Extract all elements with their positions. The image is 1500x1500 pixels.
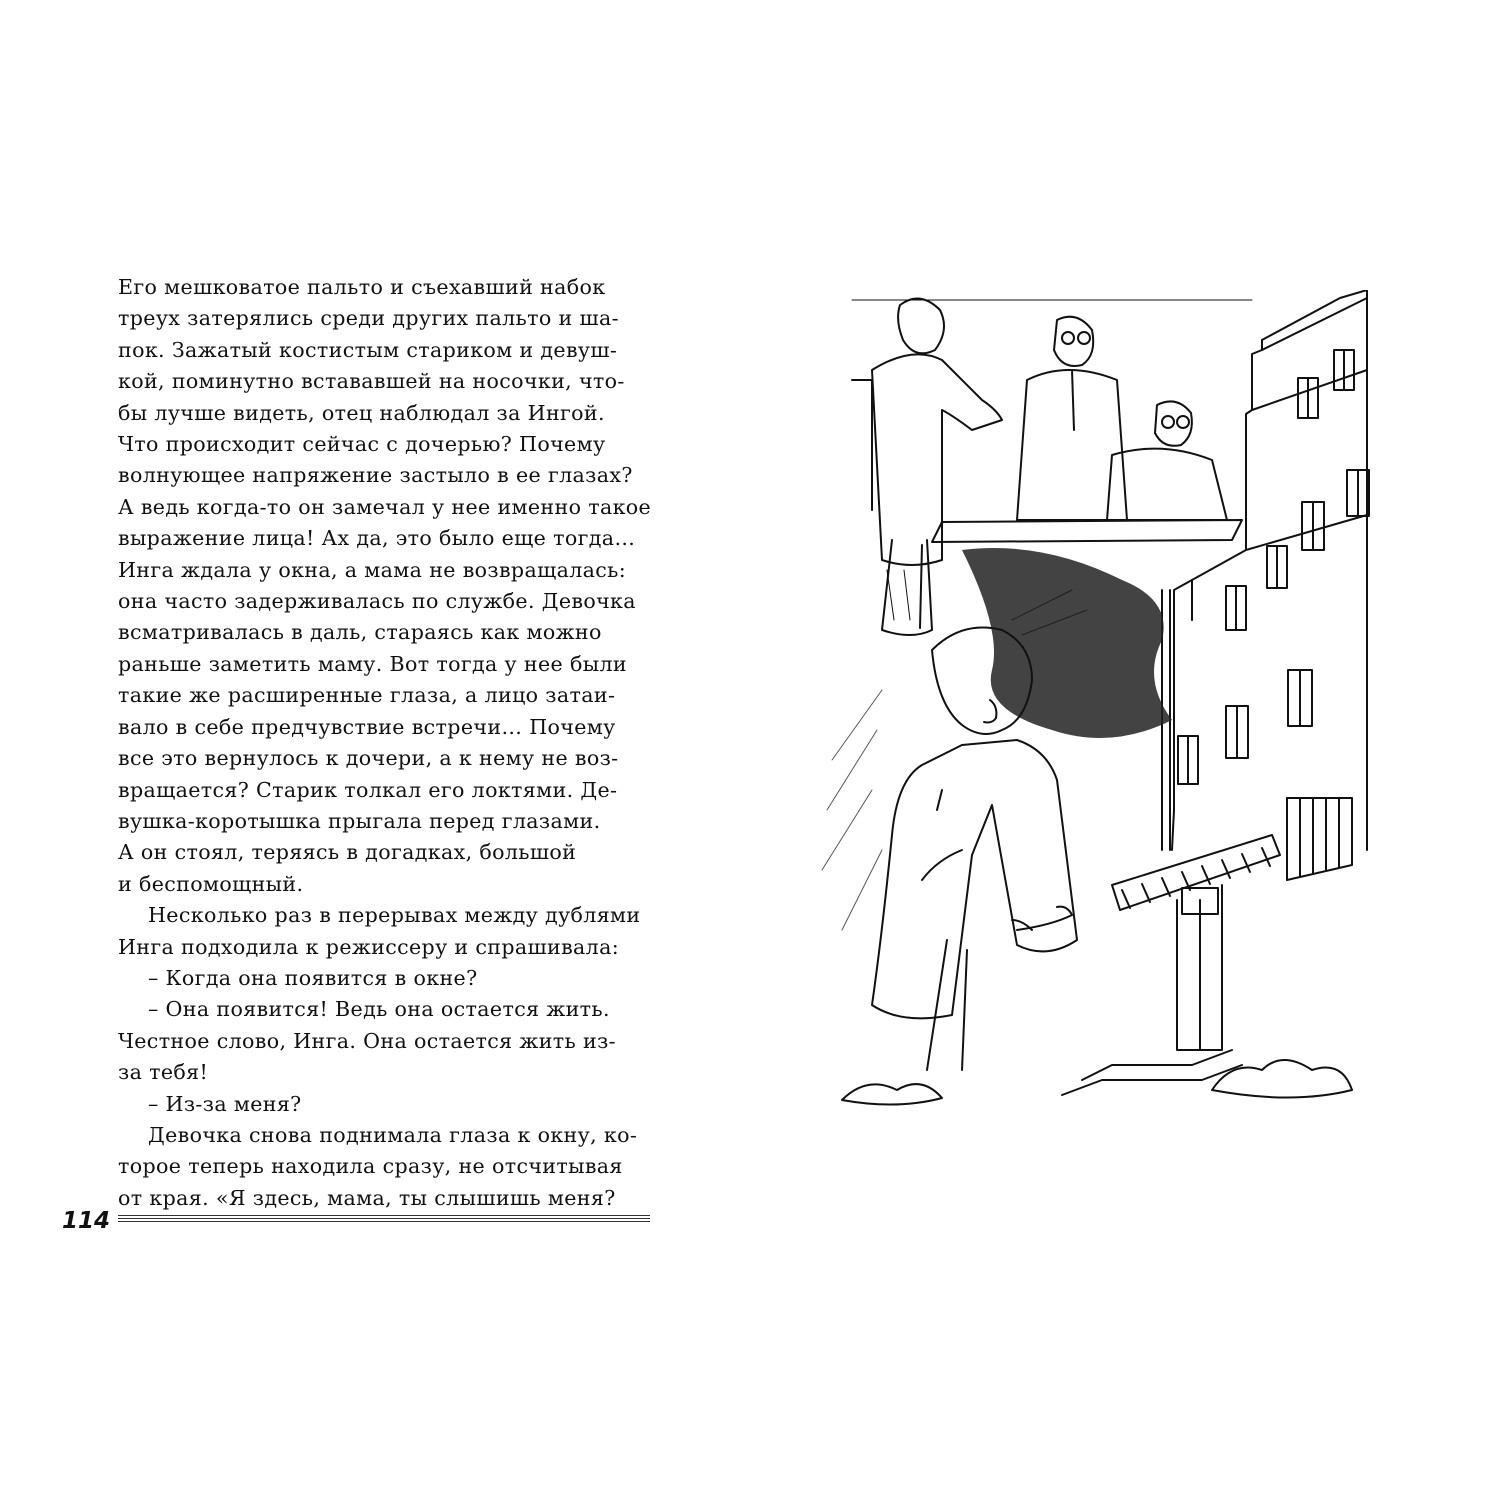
text-line: волнующее напряжение застыло в ее глазах?	[118, 463, 633, 488]
text-line: А он стоял, теряясь в догадках, большой	[118, 840, 577, 865]
text-line: Девочка снова поднимала глаза к окну, ко-	[148, 1122, 638, 1147]
body-text	[118, 272, 654, 1214]
illustration	[812, 290, 1372, 1120]
text-line: вращается? Старик толкал его локтями. Де-	[118, 777, 618, 802]
text-line: раньше заметить маму. Вот тогда у нее были	[118, 651, 627, 676]
text-line: Что происходит сейчас с дочерью? Почему	[118, 432, 606, 457]
building-balcony	[1287, 798, 1352, 880]
man-glasses	[1017, 317, 1127, 520]
text-line: и беспомощный.	[118, 871, 304, 896]
text-line: – Из-за меня?	[148, 1091, 302, 1116]
upper-scene	[852, 299, 1252, 738]
text-line: Инга подходила к режиссеру и спрашивала:	[118, 934, 620, 959]
text-line: Несколько раз в перерывах между дублями	[148, 903, 641, 928]
text-line: А ведь когда-то он замечал у нее именно такое	[118, 494, 652, 519]
paragraph-p3	[118, 963, 654, 994]
illustration-drawing	[812, 290, 1372, 1120]
paragraph-p2	[118, 900, 654, 963]
text-line: бы лучше видеть, отец наблюдал за Ингой.	[118, 400, 605, 425]
folio-rule-line-bottom	[118, 1221, 650, 1222]
paragraph-p4	[118, 994, 654, 1088]
text-line: вало в себе предчувствие встречи… Почему	[118, 714, 616, 739]
page-number: 114	[62, 1208, 111, 1234]
text-line: за тебя!	[118, 1060, 209, 1085]
text-line: треух затерялись среди других пальто и ша-	[118, 306, 619, 331]
text-line: торое теперь находила сразу, не отсчитывая	[118, 1154, 623, 1179]
text-line: она часто задерживалась по службе. Девочка	[118, 589, 636, 614]
text-line: такие же расширенные глаза, а лицо затаи-	[118, 683, 616, 708]
paragraph-p6	[118, 1120, 654, 1214]
text-line: Честное слово, Инга. Она остается жить из-	[118, 1028, 616, 1053]
text-line: Его мешковатое пальто и съехавший набок	[118, 275, 606, 299]
paragraph-p5	[118, 1089, 654, 1120]
text-line: Инга ждала у окна, а мама не возвращалась:	[118, 557, 627, 582]
text-line: вушка-коротышка прыгала перед глазами.	[118, 808, 601, 833]
paragraph-p1	[118, 272, 654, 900]
text-line: – Она появится! Ведь она остается жить.	[148, 997, 610, 1022]
folio-rule	[118, 1215, 650, 1223]
folio-rule-line-middle	[118, 1218, 650, 1219]
text-line: пок. Зажатый костистым стариком и девуш-	[118, 337, 618, 362]
text-line: выражение лица! Ах да, это было еще тогда…	[118, 526, 636, 551]
text-line: – Когда она появится в окне?	[148, 965, 478, 990]
building-entrance	[1062, 835, 1280, 1095]
text-line: кой, поминутно встававшей на носочки, что-	[118, 369, 625, 394]
building-windows	[1178, 350, 1369, 784]
text-line: всматривалась в даль, стараясь как можно	[118, 620, 602, 645]
folio-rule-line-top	[118, 1215, 650, 1216]
text-line: от края. «Я здесь, мама, ты слышишь меня?	[118, 1185, 616, 1210]
text-line: все это вернулось к дочери, а к нему не воз-	[118, 746, 619, 771]
